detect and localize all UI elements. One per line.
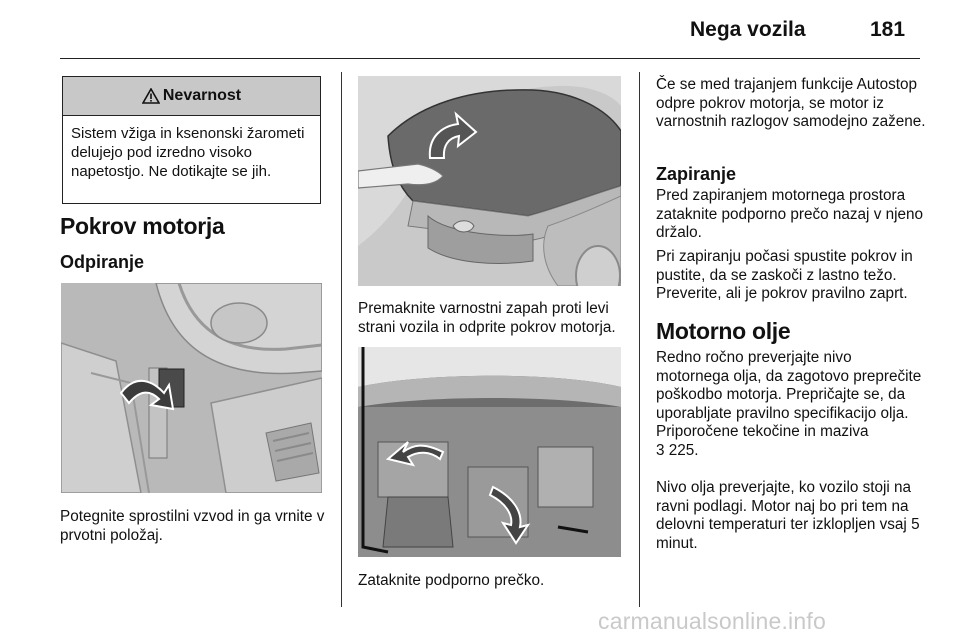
header-rule <box>60 58 920 59</box>
autostop-note: Če se med trajanjem funkcije Autostop odpre pokrov motorja, se motor iz varnostnih razlogov samodejno zažene. <box>656 76 926 131</box>
column-divider-1 <box>341 72 342 607</box>
subsection-title-opening: Odpiranje <box>60 252 145 272</box>
watermark: carmanualsonline.info <box>598 608 826 634</box>
warning-title: Nevarnost <box>162 87 242 104</box>
column-divider-2 <box>639 72 640 607</box>
running-header-title: Nega vozila <box>690 18 806 41</box>
oil-paragraph-1 <box>656 349 928 461</box>
warning-header <box>63 77 320 116</box>
closing-paragraph-2: Pri zapiranju počasi spustite pokrov in pustite, da se zaskoči z lastno težo. Preverite, ali je pokrov pravilno zaprt. <box>656 248 913 303</box>
warning-box <box>62 76 321 204</box>
warning-triangle-icon <box>142 88 160 104</box>
oil-paragraph-1-text: Redno ročno preverjajte nivo motornega olja, da zagotovo preprečite poškodbo motorja. Prepričajte se, da uporabljate pravilno specifikacijo olja. Priporočene tekočine in maziva <box>656 349 922 441</box>
step-text-2: Premaknite varnostni zapah proti levi strani vozila in odprite pokrov motorja. <box>358 300 616 336</box>
page-reference-link[interactable]: 3 225. <box>656 441 699 459</box>
step-text-3: Zataknite podporno prečko. <box>358 572 545 589</box>
figure-support-rod <box>358 347 621 557</box>
closing-paragraph-1: Pred zapiranjem motornega prostora zataknite podporno prečo nazaj v njeno držalo. <box>656 187 924 242</box>
section-title-hood: Pokrov motorja <box>60 213 225 239</box>
step-text-1: Potegnite sprostilni vzvod in ga vrnite v prvotni položaj. <box>60 508 325 544</box>
page-number: 181 <box>870 18 906 41</box>
warning-text: Sistem vžiga in ksenonski žarometi delujejo pod izredno visoko napetostjo. Ne dotikajte se jih. <box>71 125 305 180</box>
figure-safety-catch <box>358 76 621 286</box>
section-title-oil: Motorno olje <box>656 318 791 344</box>
figure-release-lever <box>61 283 322 493</box>
oil-paragraph-2: Nivo olja preverjajte, ko vozilo stoji na ravni podlagi. Motor naj bo pri tem na delovni temperaturi ter izklopljen vsaj 5 minut. <box>656 479 920 552</box>
subsection-title-closing: Zapiranje <box>656 164 737 184</box>
